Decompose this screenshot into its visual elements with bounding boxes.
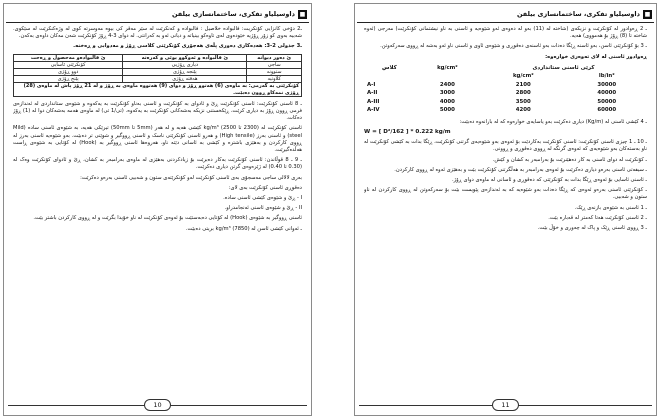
page-number: 11 — [492, 399, 518, 411]
table-cell: A-I — [367, 81, 376, 88]
table-header: ئ فالبوادە و ئەوکوو یوئی و کەرەتە — [123, 54, 247, 61]
table-header: kg/cm² — [512, 73, 534, 80]
table-cell: 4200 — [515, 107, 531, 114]
table-header: کلاس — [382, 64, 397, 71]
left-page — [3, 3, 312, 416]
table-cell: 2800 — [515, 90, 531, 97]
paragraph: ـ 10 ـ 1 چیزی ئاسنی کۆنکرێت: ئاسنی کۆنکرێت بەکاردێت بۆ ئەوەی بەو شێوەیەی گرتنی کۆنکرێت، ڕێگا بدات بە کێشی کۆنکرێت لە ناو بەستەکان بەو شێوەیەی کە ئەوەی گرنگە لە ڕووی دەقوڕی و ڕوونی. — [364, 139, 647, 153]
table-header: lb/in² — [598, 73, 615, 80]
table-cell: کۆنکرێتی ئاسایی — [14, 61, 123, 68]
table-cell: دیاری ڕۆژیی — [123, 61, 247, 68]
table-cell: 3500 — [515, 98, 531, 105]
paragraph: ـ 3 بۆ کۆنکرێتی ئاسن، بەو ئاسنە ڕێگا دەدات بەو ئاسنەی دەقوڕی و شێوەی ئاوی و ئاسنی ناو ئەو بەشە لە ڕووی سەرکەوتن. — [380, 43, 647, 50]
book-icon: ■ — [644, 10, 651, 18]
table-cell: پێنج ڕۆژی — [14, 76, 123, 83]
table-row — [364, 89, 647, 98]
table-cell: ھەفتە ڕۆژی — [123, 76, 247, 83]
table-cell: A-IV — [367, 107, 380, 114]
weight-formula: W = [ D²/162 ] * 0.222 kg/m — [364, 129, 451, 136]
table-cell: 4000 — [439, 98, 455, 105]
list-item: II - ڕێ و شێوەی ئاسنی ئەنجامدراو. — [224, 205, 302, 212]
table-cell: ستوونە — [247, 69, 302, 76]
list-item: ـ 2 ئاسنی کۆنکرێت ھەتا کەمتر لە قەبارە بێت. — [548, 214, 647, 221]
page-header — [357, 6, 654, 23]
paragraph: ـ کۆنکرێت لە دوای ئاسنی بە کار دەھێنرێت بۆ بەرامبەر بە کشان و کێش. — [492, 156, 647, 163]
table-cell: 5000 — [439, 107, 455, 114]
table-header: ئ دەور دیوانە — [247, 54, 302, 61]
table-row — [14, 83, 302, 96]
table-cell: 2400 — [439, 81, 455, 88]
table-cell: 30000 — [597, 81, 617, 88]
paragraph: ـ 4 کێشی ئاسنی لە (Kg/m) دیاری دەکرێت بەو یاسایەی خوارەوە کە لە بارانەوە دەبێت: — [459, 118, 647, 125]
table-row — [364, 81, 647, 90]
list-item: ـ ئەوانی کێشی ئاسن لە (7850) kg/m³ بریتی دەبێت. — [185, 225, 302, 232]
table-row — [364, 106, 647, 115]
list-item: ـ 3 ڕووی ئاسنی ڕێک و پاک لە چەوری و خۆڵ بێت. — [537, 225, 647, 232]
table-cell: کلاوتیە — [247, 76, 302, 83]
table-cell: ساجی — [247, 61, 302, 68]
table-cell: 60000 — [597, 107, 617, 114]
paragraph: ـ2 دۆخی كانزایی كۆنكریت: فالبوادە خلاصیل : فالبوادە و كەنكرێت لە سێر مەقر كی بیوە مەوسرتە كوی لە وژەكنكرێت لە سێکوی. شەبیە بەوی كو زۆر ڕۆژیە خێودەوی لەی تاوەکو بینیاتە و دیانی ئەو بە کەرانتی. لە دوای 3-4 ڕۆژ كۆنكرێت شەن مەکان داوەی بەکەن. — [13, 26, 302, 40]
right-page-body — [364, 26, 647, 393]
table-row — [14, 69, 302, 76]
paragraph: ـ سیفەتی ئاسنی بەرەو دیاری دەکرێت بۆ ئەوەی بەرامبەر بە ھەڵگرتنی کۆنکرێت بێت و بەھێزی ئەوە لە ڕووی کارکردن. — [394, 166, 647, 173]
header-title: داوسیلیاو تفکری، ساختمانسازی بیلفن — [171, 10, 295, 18]
table-cell: A-II — [367, 90, 378, 97]
paragraph: ـ ئاسنی ئاسایی بۆ ئەوەی ڕێگا بدات بە کۆنکرێتی کە دەقوڕی و ئاسانی لە ماوەی دوای ڕۆژ. — [452, 177, 647, 184]
page-footer — [359, 399, 652, 411]
table-group-header: کرێی ئاسنی ستانداردی — [532, 64, 595, 71]
table-cell: دوو ڕۆژی — [14, 69, 123, 76]
page-header — [6, 6, 309, 23]
book-icon: ■ — [299, 10, 306, 18]
page-number: 10 — [144, 399, 170, 411]
table-cell: A-III — [367, 98, 380, 105]
steel-grade-table — [364, 64, 647, 115]
table-header: kg/cm² — [437, 64, 458, 71]
paragraph: ـ کۆنکرێتی ئاسنی بەرەو ئەوەی کە ڕێگا دەدات بەو شێوەیە کە بە ئەندازەی پێویست بێت بۆ سەرکەوتن لە ڕووی کارکردن لە ناو ستون و شەبیی. — [364, 187, 647, 201]
table-note: کۆنکرێتی بە گەرمی: بە ماوەی (6) ھەتوو ڕۆژ و دوای (9) ھەتووە ماوەی بە ڕۆژ و لە 21 ڕۆژ پاش لە ماوەی (28) ڕۆژی نمەکاو ڕوون دەبێت. — [14, 83, 302, 96]
left-page-body — [13, 26, 302, 393]
table-header: ئ فالبوادەو مەحصول و ڕەحت — [14, 54, 123, 61]
table-cell: 40000 — [597, 90, 617, 97]
paragraph: ئاسنی کۆنکرێت لە (2300 تا 2500) kg/m³ کێشی ھەیە و لە ھەر (5mm تا 50mm) تیرێکی ھەیە، بە شێوەی ئاسنی سادە (Mild steel) و ئاسنی بەرز (High tensile) و ھەرو ئاسنی کۆنکرێتی ناسک و ئاسنی ڕووگیر و شوێنی تر دەبێت. بەو شێوەیە ئاسنی بەرز لە ڕووی کارکردن و بەھێزی باشترە و کێشی بە ئاسانی دێتە ناو، ھەروەھا ئاسنی ڕووگیر بە (Hook) لە کۆتایی بە شێوەی ڕاست ھەڵدەگیرێت. — [13, 125, 302, 154]
paragraph: ـ 8 ئاسنی کۆنکرێت: ئاسنی کۆنکرێت ڕێ و ئادوای بە کۆنکرێت و ئاسنی بەناو کۆنکرێت بە یەکەوە و شێوەی ستانداردی لە ئەندازەی فرمی ڕوون ڕۆژ بە دیاری کرێت، ڕێکخستنی نزیکە بەشەکانی کۆنکرێت بە یەکەوە. (تی/1 تی) لە ماوەی ھەمە بەشەکان دوا لە (1) ڕۆژ دەکات. — [13, 100, 302, 122]
table-caption: ـ3 جدولی 2-3: ھەدەکاری دەوری پڵەی ھەجۆری كۆنكرێتی کلاسی ڕۆژ و مەدوابی و ڕەخنە. — [73, 43, 302, 50]
table-row — [14, 76, 302, 83]
page-footer — [8, 399, 307, 411]
table-cell: 2100 — [515, 81, 531, 88]
list-item: I - ڕێ و شێوەی کێشی ئاسنی سادە. — [223, 195, 302, 202]
table-cell: پێنجە ڕۆژی — [123, 69, 247, 76]
list-item: ـ 1 ئاسنی بە شێوەی بازنەی ڕێک. — [574, 204, 647, 211]
table-row — [364, 98, 647, 107]
paragraph: بەری لالالی ساجی مەسجۆی بەی ئاسنی کۆنکرێت لەو کۆنکرێتەی ستون و شەبیی ئاسنی بەرەو دەکرێت: — [80, 174, 302, 181]
paragraph: ـ 9 ـ 8 قوڵاندن: ئاسنی کۆنکرێت بەکار دەبرێت بۆ زیادکردنی بەھێزی لە ماوەی بەرامبەر بە کشان، ڕێ و ئادوای کۆنکرێت وەک لە (0.30 تا 0.40) لە ژێرەوەی گرتن دیاری دەکرێت. — [13, 157, 302, 171]
table-caption: ڕەوادور ئاسنی لە لای تەوەری خوارەوە: — [545, 53, 647, 60]
table-row — [14, 61, 302, 68]
list-item: ئاسنی ڕووگیر بە شێوەی (Hook) لە کۆتایی دەبەستێت بۆ ئەوەی کۆنکرێت لە ناو خۆیدا بگرێت و لە ڕووی کارکردن باشتر بێت. — [33, 215, 302, 222]
table-cell: 50000 — [597, 98, 617, 105]
header-title: داوسیلیاو تفکری، ساختمانسازی بیلفن — [516, 10, 640, 18]
paragraph: دەقوڕی ئاسنی کۆنکرێت بەی لای: — [228, 184, 302, 191]
formwork-table — [13, 54, 302, 97]
table-cell: 3000 — [439, 90, 455, 97]
right-page — [354, 3, 657, 416]
paragraph: ـ 2 ڕەوادور لە کۆنکرێت و نزیکەی (شاختە لە (11) بەو لە دەوەی ئەو شێوەیە و ئاسنی بە ناو نیشتمانی کۆنکرێت) مەرجی (ئەوە شاختە تا (8) ڕۆژ بۆ ھەمووی) ھەیە. — [364, 26, 647, 40]
